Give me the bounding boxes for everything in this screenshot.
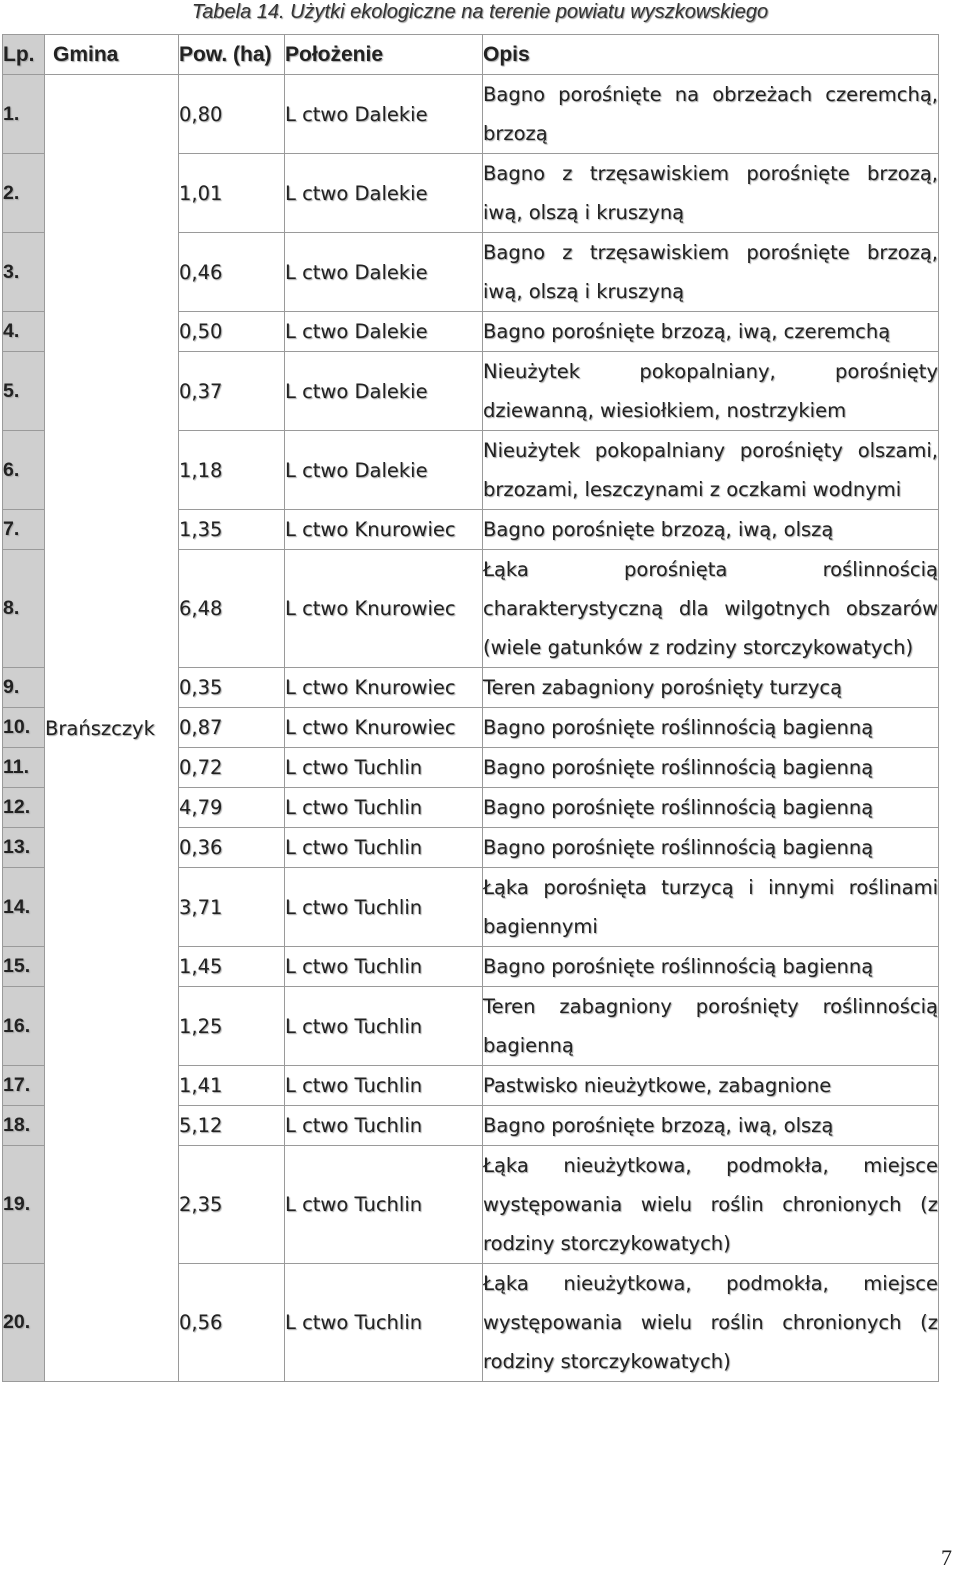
row-opis: Bagno porośnięte roślinnością bagienną [483, 748, 939, 788]
row-opis: Bagno porośnięte brzozą, iwą, olszą [483, 1106, 939, 1146]
row-polozenie: L ctwo Tuchlin [285, 1066, 483, 1106]
row-pow: 0,37 [179, 352, 285, 431]
row-polozenie: L ctwo Dalekie [285, 312, 483, 352]
row-pow: 0,46 [179, 233, 285, 312]
row-polozenie: L ctwo Tuchlin [285, 748, 483, 788]
row-lp: 14. [3, 868, 45, 947]
row-lp: 15. [3, 947, 45, 987]
row-pow: 1,35 [179, 510, 285, 550]
ecological-areas-table [2, 34, 939, 1382]
table-body [3, 75, 939, 1382]
row-lp: 18. [3, 1106, 45, 1146]
row-opis: Bagno porośnięte roślinnością bagienną [483, 708, 939, 748]
row-pow: 1,01 [179, 154, 285, 233]
row-opis: Łąka nieużytkowa, podmokła, miejsce występowania wielu roślin chronionych (z rodziny storczykowatych) [483, 1264, 939, 1382]
row-pow: 6,48 [179, 550, 285, 668]
row-lp: 9. [3, 668, 45, 708]
row-opis: Bagno porośnięte brzozą, iwą, olszą [483, 510, 939, 550]
row-polozenie: L ctwo Tuchlin [285, 828, 483, 868]
row-lp: 19. [3, 1146, 45, 1264]
row-opis: Bagno porośnięte brzozą, iwą, czeremchą [483, 312, 939, 352]
row-pow: 0,36 [179, 828, 285, 868]
table-header-row [3, 35, 939, 75]
row-pow: 3,71 [179, 868, 285, 947]
row-pow: 0,80 [179, 75, 285, 154]
row-lp: 4. [3, 312, 45, 352]
row-opis: Bagno z trzęsawiskiem porośnięte brzozą, iwą, olszą i kruszyną [483, 233, 939, 312]
row-polozenie: L ctwo Tuchlin [285, 1264, 483, 1382]
header-lp: Lp. [3, 35, 45, 75]
row-pow: 5,12 [179, 1106, 285, 1146]
row-polozenie: L ctwo Knurowiec [285, 550, 483, 668]
header-pow: Pow. (ha) [179, 35, 285, 75]
row-opis: Łąka nieużytkowa, podmokła, miejsce występowania wielu roślin chronionych (z rodziny storczykowatych) [483, 1146, 939, 1264]
row-opis: Bagno porośnięte roślinnością bagienną [483, 788, 939, 828]
row-polozenie: L ctwo Dalekie [285, 352, 483, 431]
row-pow: 1,18 [179, 431, 285, 510]
row-opis: Bagno z trzęsawiskiem porośnięte brzozą, iwą, olszą i kruszyną [483, 154, 939, 233]
row-opis: Teren zabagniony porośnięty turzycą [483, 668, 939, 708]
row-polozenie: L ctwo Dalekie [285, 75, 483, 154]
row-opis: Bagno porośnięte na obrzeżach czeremchą, brzozą [483, 75, 939, 154]
row-polozenie: L ctwo Tuchlin [285, 947, 483, 987]
row-polozenie: L ctwo Tuchlin [285, 788, 483, 828]
row-opis: Teren zabagniony porośnięty roślinnością bagienną [483, 987, 939, 1066]
row-opis: Łąka porośnięta turzycą i innymi roślinami bagiennymi [483, 868, 939, 947]
row-lp: 17. [3, 1066, 45, 1106]
row-lp: 8. [3, 550, 45, 668]
row-opis: Łąka porośnięta roślinnością charakterystyczną dla wilgotnych obszarów (wiele gatunków z rodziny storczykowatych) [483, 550, 939, 668]
row-pow: 2,35 [179, 1146, 285, 1264]
row-polozenie: L ctwo Tuchlin [285, 1106, 483, 1146]
row-polozenie: L ctwo Tuchlin [285, 987, 483, 1066]
row-pow: 1,25 [179, 987, 285, 1066]
table-caption: Tabela 14. Użytki ekologiczne na terenie powiatu wyszkowskiego [191, 1, 769, 23]
row-opis: Nieużytek pokopalniany, porośnięty dziewanną, wiesiołkiem, nostrzykiem [483, 352, 939, 431]
row-polozenie: L ctwo Tuchlin [285, 1146, 483, 1264]
row-opis: Nieużytek pokopalniany porośnięty olszami, brzozami, leszczynami z oczkami wodnymi [483, 431, 939, 510]
row-pow: 0,87 [179, 708, 285, 748]
row-polozenie: L ctwo Tuchlin [285, 868, 483, 947]
row-lp: 7. [3, 510, 45, 550]
row-pow: 1,41 [179, 1066, 285, 1106]
row-polozenie: L ctwo Dalekie [285, 431, 483, 510]
row-lp: 1. [3, 75, 45, 154]
row-gmina: Brańszczyk [45, 75, 179, 1382]
row-pow: 0,72 [179, 748, 285, 788]
row-lp: 20. [3, 1264, 45, 1382]
row-lp: 3. [3, 233, 45, 312]
row-lp: 11. [3, 748, 45, 788]
header-gmina: Gmina [45, 35, 179, 75]
row-lp: 6. [3, 431, 45, 510]
row-lp: 5. [3, 352, 45, 431]
table-row [3, 75, 939, 154]
row-opis: Bagno porośnięte roślinnością bagienną [483, 947, 939, 987]
row-polozenie: L ctwo Knurowiec [285, 668, 483, 708]
row-pow: 0,50 [179, 312, 285, 352]
row-opis: Pastwisko nieużytkowe, zabagnione [483, 1066, 939, 1106]
header-opis: Opis [483, 35, 939, 75]
row-polozenie: L ctwo Knurowiec [285, 708, 483, 748]
header-polozenie: Położenie [285, 35, 483, 75]
row-polozenie: L ctwo Dalekie [285, 233, 483, 312]
row-pow: 4,79 [179, 788, 285, 828]
row-lp: 16. [3, 987, 45, 1066]
row-pow: 1,45 [179, 947, 285, 987]
page-number: 7 [941, 1545, 952, 1570]
row-lp: 2. [3, 154, 45, 233]
row-pow: 0,56 [179, 1264, 285, 1382]
row-lp: 13. [3, 828, 45, 868]
row-polozenie: L ctwo Dalekie [285, 154, 483, 233]
row-polozenie: L ctwo Knurowiec [285, 510, 483, 550]
row-opis: Bagno porośnięte roślinnością bagienną [483, 828, 939, 868]
row-lp: 10. [3, 708, 45, 748]
row-lp: 12. [3, 788, 45, 828]
row-pow: 0,35 [179, 668, 285, 708]
